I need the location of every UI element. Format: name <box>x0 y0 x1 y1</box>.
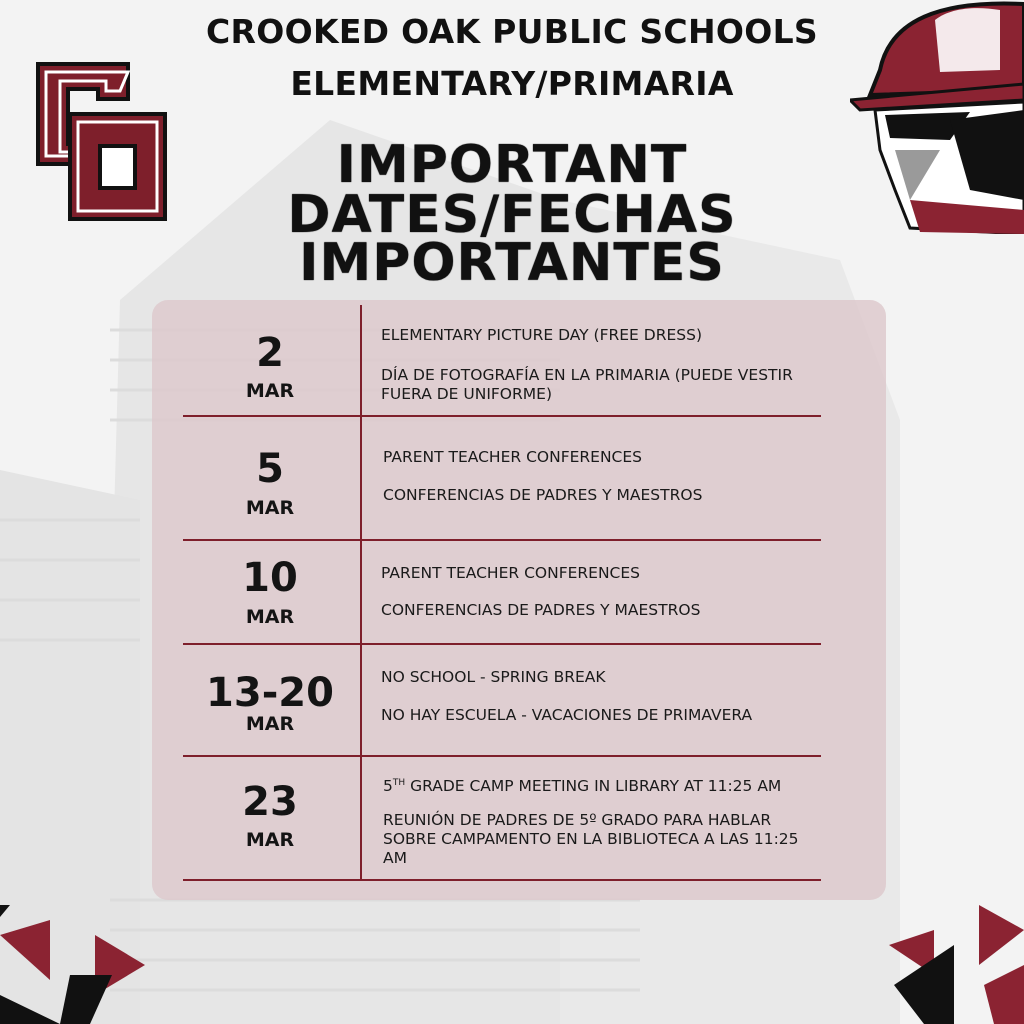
event-month: MAR <box>245 380 295 402</box>
decorative-triangles-left <box>0 905 150 1024</box>
event-description-en: PARENT TEACHER CONFERENCES <box>381 564 641 582</box>
title-line-3: IMPORTANTES <box>299 233 725 293</box>
event-text: GRADE CAMP MEETING IN LIBRARY AT 11:25 AM <box>405 777 782 796</box>
event-month: MAR <box>245 606 295 628</box>
event-month: MAR <box>245 497 295 519</box>
event-month: MAR <box>245 829 295 851</box>
event-description-es: REUNIÓN DE PADRES DE 5º GRADO PARA HABLAR SOBRE CAMPAMENTO EN LA BIBLIOTECA A LAS 11:25 AM <box>383 811 799 867</box>
row-divider <box>183 879 821 881</box>
school-level: ELEMENTARY/PRIMARIA <box>290 64 734 103</box>
row-divider <box>183 539 821 541</box>
event-description-en <box>383 774 823 796</box>
event-description-en: NO SCHOOL - SPRING BREAK <box>381 668 606 686</box>
row-divider <box>183 415 821 417</box>
grade-number: 5 <box>383 777 393 796</box>
event-description-es: DÍA DE FOTOGRAFÍA EN LA PRIMARIA (PUEDE VESTIR FUERA DE UNIFORME) <box>381 366 793 403</box>
event-description-es: NO HAY ESCUELA - VACACIONES DE PRIMAVERA <box>381 706 753 724</box>
row-divider <box>183 755 821 757</box>
event-description-es: CONFERENCIAS DE PADRES Y MAESTROS <box>383 486 703 504</box>
event-month: MAR <box>245 713 295 735</box>
title-line-1: IMPORTANT <box>336 135 688 195</box>
school-name: CROOKED OAK PUBLIC SCHOOLS <box>206 12 818 51</box>
event-description-es: CONFERENCIAS DE PADRES Y MAESTROS <box>381 601 701 619</box>
title-line-2: DATES/FECHAS <box>287 185 737 245</box>
event-description-en: ELEMENTARY PICTURE DAY (FREE DRESS) <box>381 326 702 344</box>
event-description-en: PARENT TEACHER CONFERENCES <box>383 448 643 466</box>
event-day: 2 <box>256 330 284 376</box>
event-day: 10 <box>242 555 298 601</box>
column-divider <box>360 305 362 881</box>
event-day: 13-20 <box>206 670 334 716</box>
row-divider <box>183 643 821 645</box>
event-day: 5 <box>256 446 284 492</box>
ordinal-suffix: TH <box>392 778 406 788</box>
decorative-triangles-right <box>884 905 1024 1024</box>
event-day: 23 <box>242 779 298 825</box>
